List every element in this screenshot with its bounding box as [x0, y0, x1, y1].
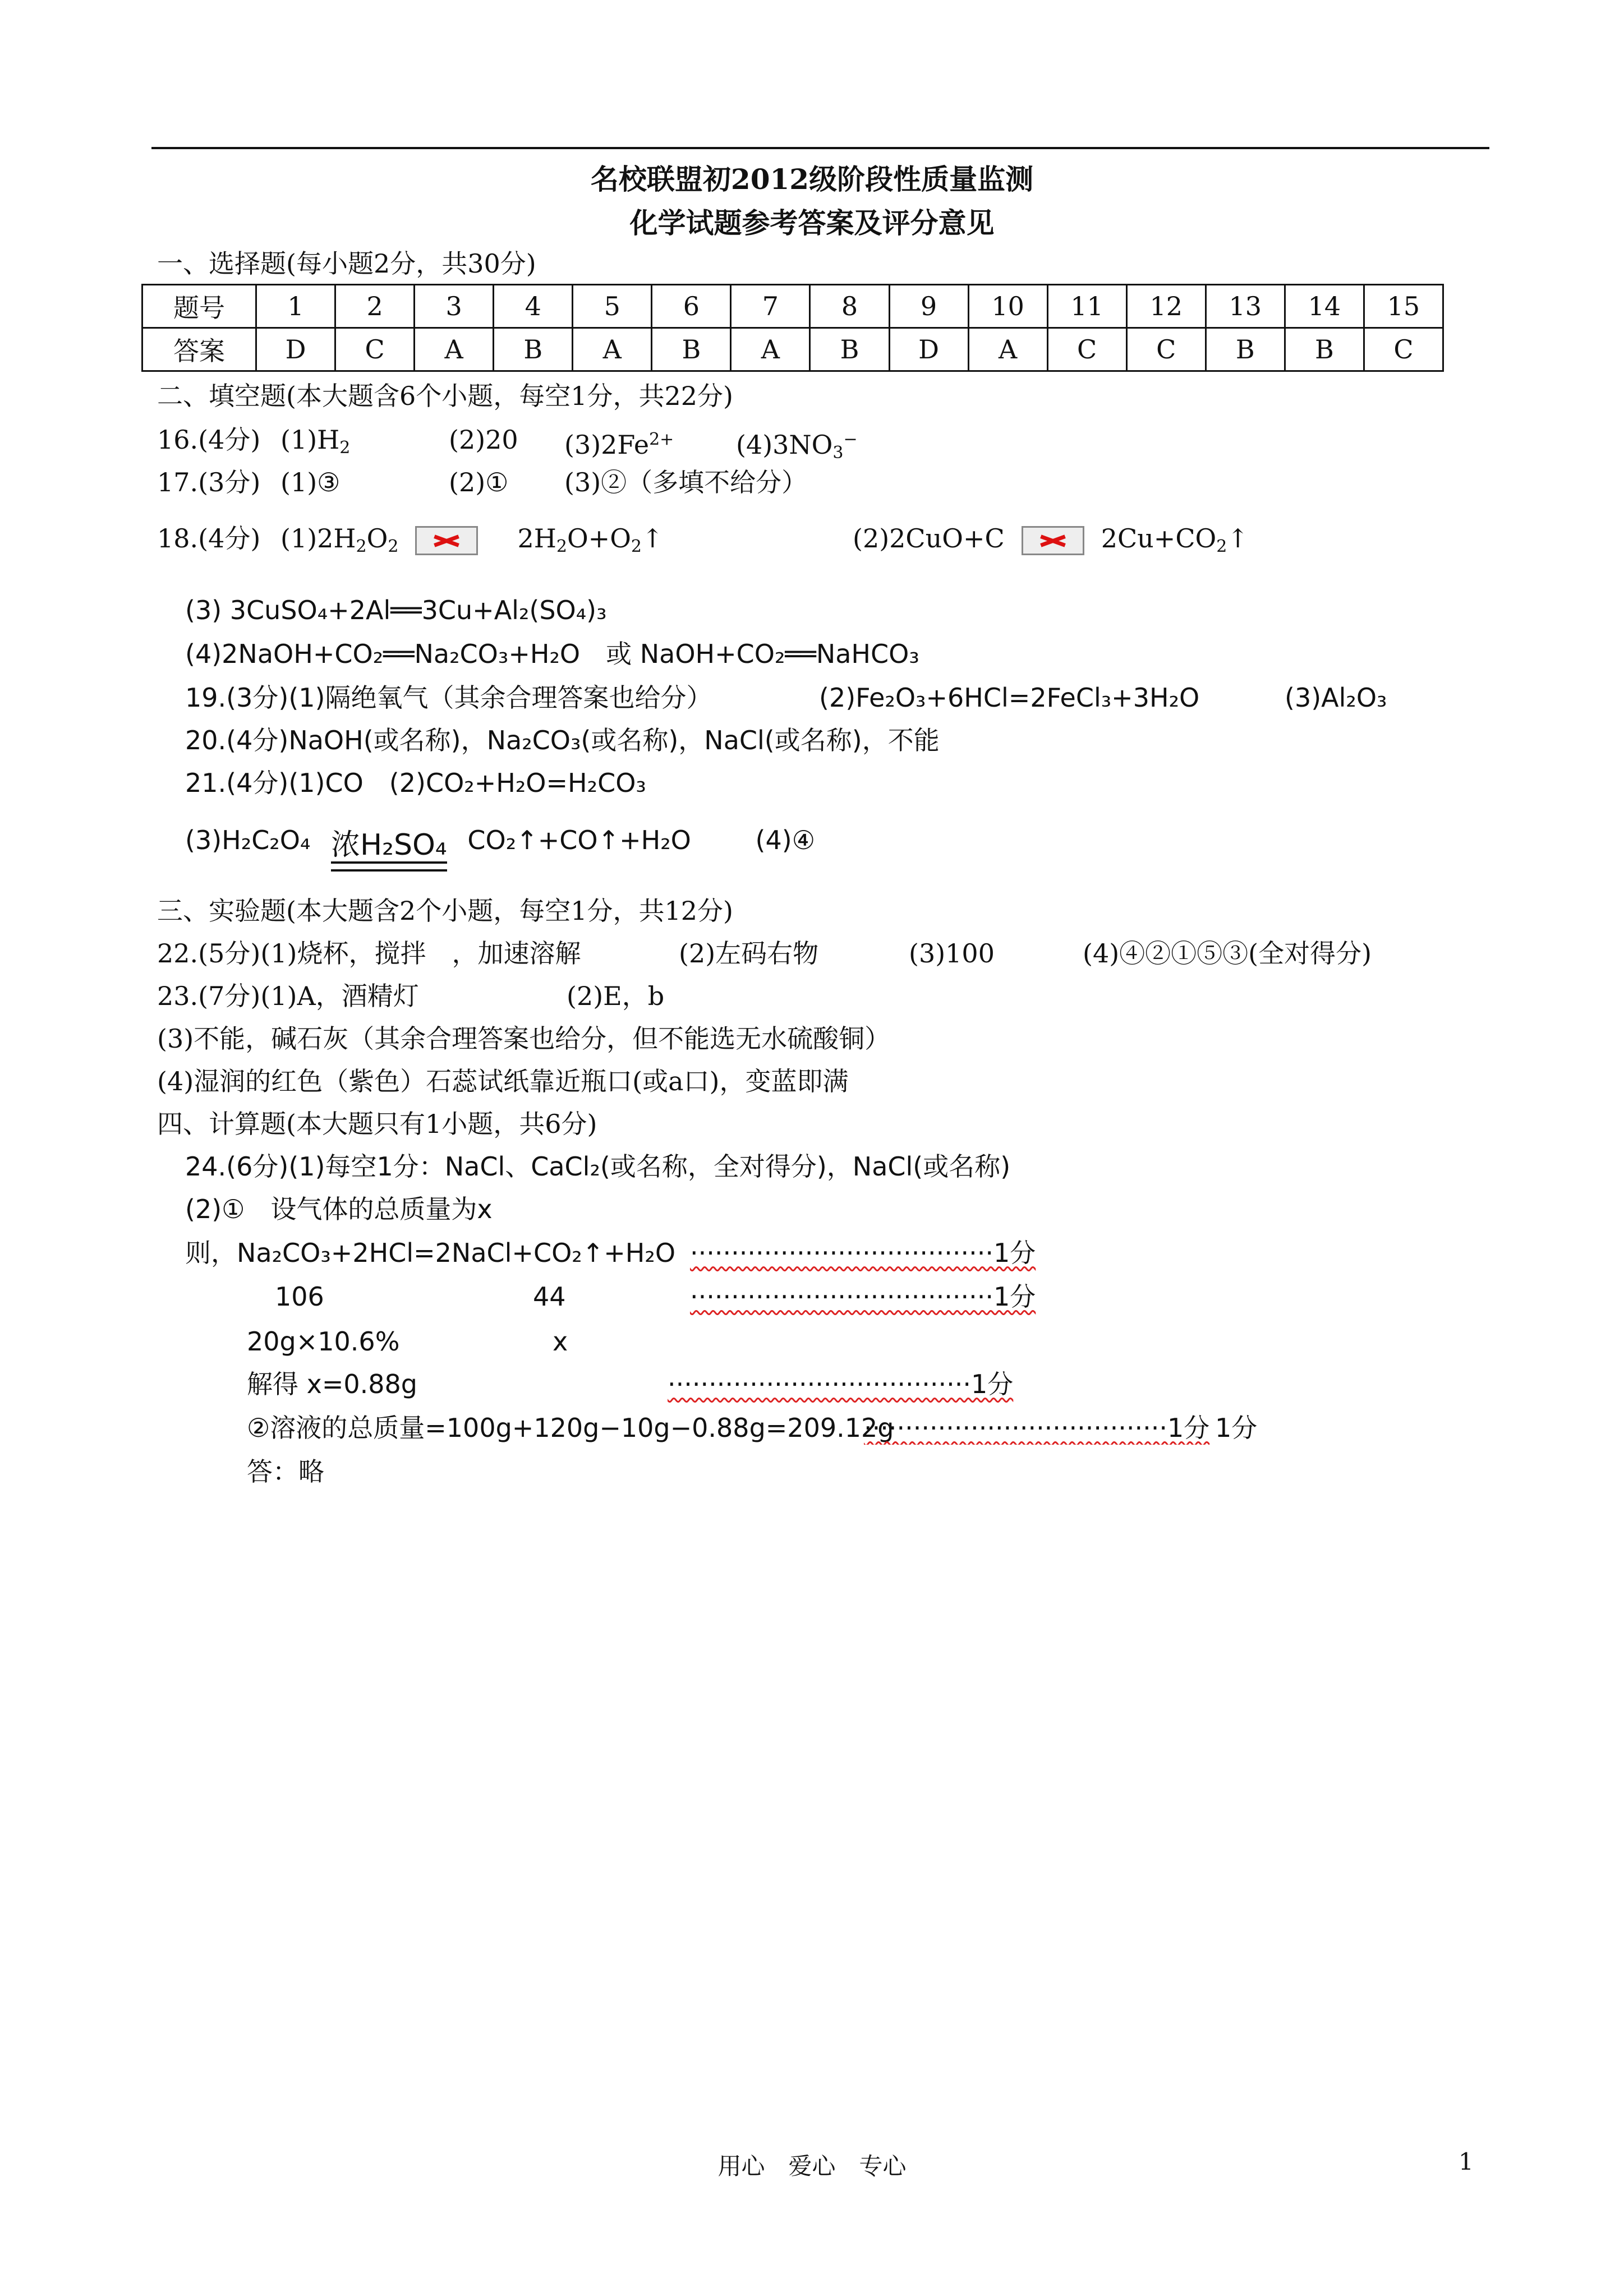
missing-image-icon — [415, 526, 478, 555]
q21-equation-3: (3)H₂C₂O₄ 浓H₂SO₄ CO₂↑+CO↑+H₂O (4)④ — [185, 823, 815, 872]
q23-answer-1: 23.(7分)(1)A，酒精灯 — [157, 981, 419, 1011]
table-cell: A — [415, 328, 494, 371]
table-cell: 1 — [256, 285, 335, 328]
q24-answer-1: 24.(6分)(1)每空1分：NaCl、CaCl₂(或名称，全对得分)，NaCl(或名称) — [185, 1151, 1011, 1182]
table-cell: C — [1047, 328, 1126, 371]
table-cell: B — [810, 328, 889, 371]
q22-answer-1: 22.(5分)(1)烧杯，搅拌 ，加速溶解 — [157, 938, 581, 969]
score-dots: ·····································1分 — [690, 1281, 1036, 1312]
score-dots: ·····································1分 — [864, 1413, 1210, 1443]
q22-answer-4: (4)④②①⑤③(全对得分) — [1083, 938, 1372, 969]
q24-unknown: x — [553, 1326, 568, 1357]
table-cell: 15 — [1364, 285, 1443, 328]
q16-label: 16.(4分) — [157, 425, 261, 455]
section-4-heading: 四、计算题(本大题只有1小题，共6分) — [157, 1109, 597, 1139]
doc-title: 名校联盟初2012级阶段性质量监测 — [590, 163, 1034, 196]
q24-molar-mass-1: 106 — [275, 1281, 324, 1312]
q16-answer-4: $(4)3NO_3^-$ — [736, 430, 858, 463]
table-cell: 11 — [1047, 285, 1126, 328]
table-cell: 4 — [494, 285, 573, 328]
q22-answer-2: (2)左码右物 — [679, 938, 819, 969]
reaction-condition: 浓H₂SO₄ — [331, 829, 447, 872]
q18-equation-4: (4)2NaOH+CO₂══Na₂CO₃+H₂O 或 NaOH+CO₂══NaHCO₃ — [185, 639, 919, 669]
q22-answer-3: (3)100 — [909, 938, 995, 969]
table-cell: 8 — [810, 285, 889, 328]
table-cell: C — [1364, 328, 1443, 371]
q17-answer-2: (2)① — [449, 467, 509, 497]
top-rule — [151, 147, 1489, 149]
q18-label: 18.(4分) — [157, 523, 261, 554]
q18-equation-2: (2)2CuO+C $2Cu+CO_2↑$ — [853, 523, 1249, 556]
q23-answer-4: (4)湿润的红色（紫色）石蕊试纸靠近瓶口(或a口)，变蓝即满 — [157, 1066, 849, 1096]
table-cell: 5 — [573, 285, 652, 328]
table-cell: 10 — [968, 285, 1047, 328]
q24-molar-mass-2: 44 — [533, 1281, 566, 1312]
doc-subtitle: 化学试题参考答案及评分意见 — [629, 206, 995, 239]
table-cell: A — [968, 328, 1047, 371]
page-number: 1 — [1459, 2148, 1474, 2175]
table-cell: 7 — [731, 285, 810, 328]
q24-answer-note: 答：略 — [247, 1456, 324, 1487]
q23-answer-3: (3)不能，碱石灰（其余合理答案也给分，但不能选无水硫酸铜） — [157, 1023, 891, 1054]
table-cell: C — [1126, 328, 1206, 371]
table-cell: A — [573, 328, 652, 371]
score-label: 1分 — [1212, 1411, 1257, 1445]
q23-answer-2: (2)E，b — [567, 981, 665, 1011]
table-cell: C — [335, 328, 415, 371]
row-header: 题号 — [142, 285, 256, 328]
q24-equation: 则，Na₂CO₃+2HCl=2NaCl+CO₂↑+H₂O — [185, 1238, 676, 1268]
q24-setup: (2)① 设气体的总质量为x — [185, 1194, 493, 1224]
table-cell: 6 — [652, 285, 731, 328]
table-cell: B — [1206, 328, 1285, 371]
q24-total-mass: ②溶液的总质量=100g+120g−10g−0.88g=209.12g — [247, 1413, 894, 1443]
answer-table — [141, 284, 1444, 372]
q16-answer-1: $(1)H_2$ — [280, 425, 351, 458]
missing-image-icon — [1022, 526, 1084, 555]
section-1-heading: 一、选择题(每小题2分，共30分) — [157, 248, 536, 279]
q20-answer: 20.(4分)NaOH(或名称)，Na₂CO₃(或名称)，NaCl(或名称)，不能 — [185, 725, 940, 755]
q18-equation-1: $(1)2H_2O_2$ $2H_2O+O_2↑$ — [280, 523, 664, 556]
q19-answer-2: (2)Fe₂O₃+6HCl=2FeCl₃+3H₂O — [819, 683, 1200, 713]
table-cell: B — [1285, 328, 1364, 371]
table-cell: 3 — [415, 285, 494, 328]
section-2-heading: 二、填空题(本大题含6个小题，每空1分，共22分) — [157, 381, 733, 411]
q24-solution: 解得 x=0.88g — [247, 1369, 418, 1399]
table-cell: D — [889, 328, 968, 371]
q16-answer-3: $(3)2Fe^{2+}$ — [564, 430, 674, 460]
q19-answer-1: 19.(3分)(1)隔绝氧气（其余合理答案也给分） — [185, 683, 712, 713]
table-cell: 12 — [1126, 285, 1206, 328]
table-row — [142, 285, 1443, 328]
table-row — [142, 328, 1443, 371]
q17-label: 17.(3分) — [157, 467, 261, 497]
q19-answer-3: (3)Al₂O₃ — [1285, 683, 1387, 713]
q17-answer-1: (1)③ — [280, 467, 341, 497]
page-footer: 用心 爱心 专心 — [717, 2152, 907, 2180]
q24-given: 20g×10.6% — [247, 1326, 400, 1357]
section-3-heading: 三、实验题(本大题含2个小题，每空1分，共12分) — [157, 896, 733, 926]
table-cell: 9 — [889, 285, 968, 328]
table-cell: B — [494, 328, 573, 371]
score-dots: ·····································1分 — [690, 1238, 1036, 1268]
table-cell: B — [652, 328, 731, 371]
q17-answer-3: (3)②（多填不给分） — [564, 467, 808, 497]
score-dots: ·····································1分 — [668, 1369, 1014, 1399]
table-cell: A — [731, 328, 810, 371]
row-header: 答案 — [142, 328, 256, 371]
q18-equation-3: (3) 3CuSO₄+2Al══3Cu+Al₂(SO₄)₃ — [185, 595, 607, 625]
table-cell: D — [256, 328, 335, 371]
table-cell: 13 — [1206, 285, 1285, 328]
q16-answer-2: (2)20 — [449, 425, 518, 455]
table-cell: 14 — [1285, 285, 1364, 328]
table-cell: 2 — [335, 285, 415, 328]
q21-answer: 21.(4分)(1)CO (2)CO₂+H₂O=H₂CO₃ — [185, 768, 646, 798]
